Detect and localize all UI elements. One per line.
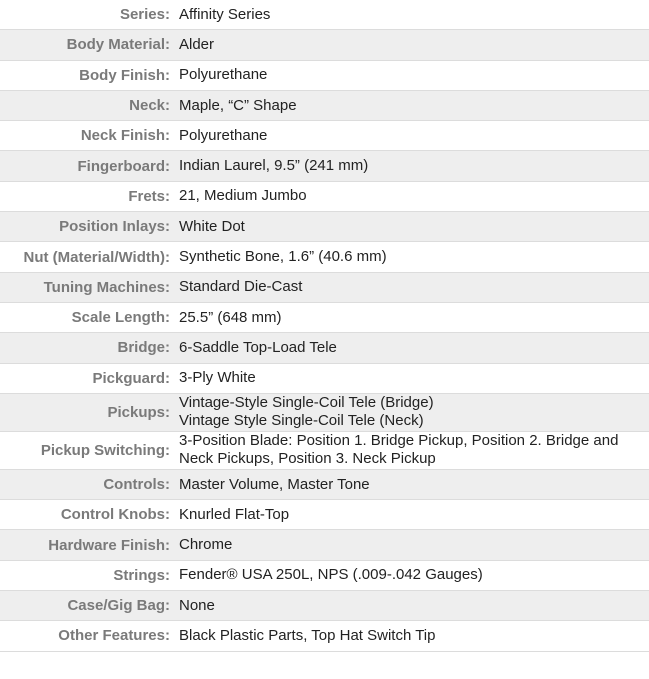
spec-value-line: Vintage-Style Single-Coil Tele (Bridge) [179, 394, 434, 412]
spec-value: White Dot [174, 212, 649, 242]
spec-row-body-finish [0, 60, 649, 90]
spec-value: Affinity Series [174, 0, 649, 30]
spec-row-fingerboard [0, 151, 649, 181]
spec-value: Knurled Flat-Top [174, 500, 649, 530]
spec-row-strings [0, 560, 649, 590]
spec-value: Polyurethane [174, 60, 649, 90]
spec-row-neck [0, 90, 649, 120]
spec-label: Fingerboard: [0, 151, 174, 181]
spec-row-tuning-machines [0, 272, 649, 302]
spec-label: Pickguard: [0, 363, 174, 393]
spec-row-neck-finish [0, 121, 649, 151]
spec-row-pickups [0, 393, 649, 431]
spec-value: Fender® USA 250L, NPS (.009-.042 Gauges) [174, 560, 649, 590]
spec-value: Chrome [174, 530, 649, 560]
spec-label: Strings: [0, 560, 174, 590]
spec-value: Polyurethane [174, 121, 649, 151]
spec-value: Synthetic Bone, 1.6” (40.6 mm) [174, 242, 649, 272]
spec-label: Tuning Machines: [0, 272, 174, 302]
spec-label: Nut (Material/Width): [0, 242, 174, 272]
spec-value: 6-Saddle Top-Load Tele [174, 333, 649, 363]
spec-row-body-material [0, 30, 649, 60]
spec-row-controls [0, 469, 649, 499]
spec-label: Pickups: [0, 393, 174, 431]
spec-value: None [174, 591, 649, 621]
spec-label: Body Finish: [0, 60, 174, 90]
spec-row-case-gig-bag [0, 591, 649, 621]
spec-label: Control Knobs: [0, 500, 174, 530]
spec-label: Other Features: [0, 621, 174, 651]
spec-row-frets [0, 181, 649, 211]
spec-label: Case/Gig Bag: [0, 591, 174, 621]
spec-label: Body Material: [0, 30, 174, 60]
spec-value: Indian Laurel, 9.5” (241 mm) [174, 151, 649, 181]
spec-row-pickup-switching [0, 431, 649, 469]
spec-value: 3-Ply White [174, 363, 649, 393]
spec-value: Master Volume, Master Tone [174, 469, 649, 499]
spec-row-control-knobs [0, 500, 649, 530]
spec-label: Frets: [0, 181, 174, 211]
spec-value-line: Vintage Style Single-Coil Tele (Neck) [179, 412, 424, 430]
spec-value: Alder [174, 30, 649, 60]
spec-label: Position Inlays: [0, 212, 174, 242]
spec-label: Controls: [0, 469, 174, 499]
spec-label: Neck: [0, 90, 174, 120]
spec-value: Standard Die-Cast [174, 272, 649, 302]
spec-value: 25.5” (648 mm) [174, 302, 649, 332]
spec-value [174, 393, 649, 431]
spec-label: Bridge: [0, 333, 174, 363]
spec-value: 3-Position Blade: Position 1. Bridge Pickup, Position 2. Bridge and Neck Pickups, Position 3. Neck Pickup [174, 431, 649, 469]
spec-row-other-features [0, 621, 649, 651]
spec-row-bridge [0, 333, 649, 363]
spec-label: Series: [0, 0, 174, 30]
spec-value: Maple, “C” Shape [174, 90, 649, 120]
spec-row-nut [0, 242, 649, 272]
spec-row-position-inlays [0, 212, 649, 242]
spec-value: 21, Medium Jumbo [174, 181, 649, 211]
spec-value: Black Plastic Parts, Top Hat Switch Tip [174, 621, 649, 651]
spec-label: Pickup Switching: [0, 431, 174, 469]
spec-row-scale-length [0, 302, 649, 332]
spec-label: Scale Length: [0, 302, 174, 332]
spec-label: Neck Finish: [0, 121, 174, 151]
spec-row-pickguard [0, 363, 649, 393]
spec-row-series [0, 0, 649, 30]
spec-row-hardware-finish [0, 530, 649, 560]
spec-label: Hardware Finish: [0, 530, 174, 560]
